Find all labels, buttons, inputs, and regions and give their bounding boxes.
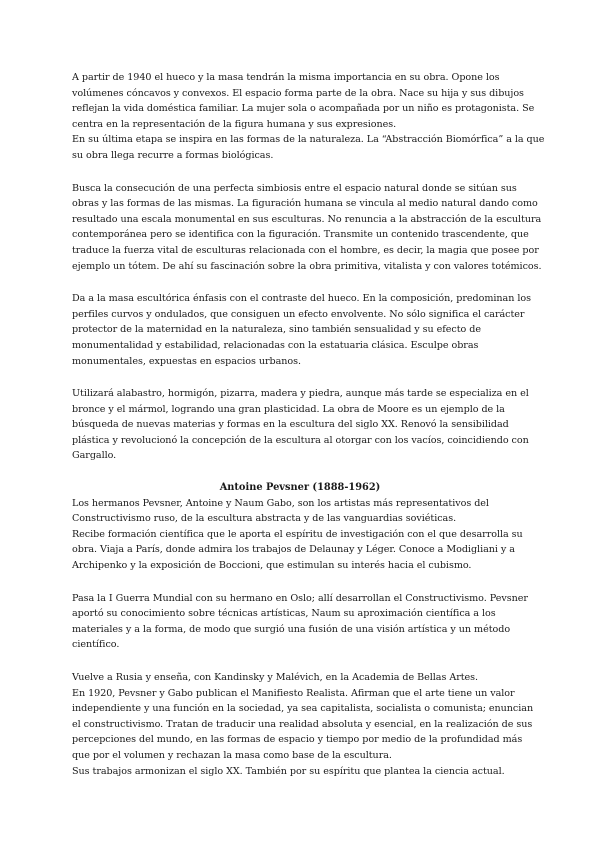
text-line: Vuelve a Rusia y enseña, con Kandinsky y Malévich, en la Academia de Bellas Artes. — [72, 672, 479, 683]
text-line: contemporánea pero se identifica con la figuración. Transmite un contenido trascendente, que — [72, 229, 529, 241]
text-line: En 1920, Pevsner y Gabo publican el Manifiesto Realista. Afirman que el arte tiene un valor — [72, 687, 515, 699]
text-line: independiente y una función en la sociedad, ya sea capitalista, socialista o comunista; enuncian — [72, 703, 534, 715]
text-line: Archipenko y la exposición de Boccioni, que estimulan su interés hacia el cubismo. — [72, 560, 472, 572]
text-line: centra en la representación de la figura humana y sus expresiones. — [72, 118, 397, 130]
paragraph-moore-masa — [72, 291, 531, 369]
text-line: obras y las formas de las mismas. La figuración humana se vincula al medio natural dando como — [72, 198, 538, 210]
text-line: bronce y el mármol, logrando una gran plasticidad. La obra de Moore es un ejemplo de la — [72, 403, 505, 415]
text-line: protector de la maternidad en la naturaleza, sino también sensualidad y su efecto de — [72, 324, 481, 336]
paragraph-moore-materiales — [72, 386, 528, 464]
text-line: el constructivismo. Tratan de traducir una realidad absoluta y esencial, en la realización de sus — [72, 718, 533, 730]
paragraph-moore-simbiosis — [72, 181, 542, 275]
text-line: percepciones del mundo, en las formas de espacio y tiempo por medio de la profundidad más — [72, 734, 523, 746]
text-line: monumentalidad y estabilidad, relacionadas con la estatuaria clásica. Esculpe obras — [72, 339, 479, 351]
text-line: perfiles curvos y ondulados, que consiguen un efecto envolvente. No sólo significa el carácter — [72, 308, 525, 320]
text-line: su obra llega recurre a formas biológicas. — [72, 149, 274, 161]
text-line: Pasa la I Guerra Mundial con su hermano en Oslo; allí desarrollan el Constructivismo. Pevsner — [72, 592, 528, 604]
text-line: monumentales, expuestas en espacios urbanos. — [72, 355, 301, 367]
text-line: traduce la fuerza vital de esculturas relacionada con el hombre, es decir, la magia que posee por — [72, 244, 539, 256]
text-line: búsqueda de nuevas materias y formas en la escultura del siglo XX. Renovó la sensibilidad — [72, 419, 509, 431]
text-line: científico. — [72, 639, 120, 651]
section-heading-pevsner: Antoine Pevsner (1888-1962) — [219, 482, 381, 494]
paragraph-pevsner-intro — [72, 496, 528, 574]
text-line: En su última etapa se inspira en las formas de la naturaleza. La “Abstracción Biomórfica” a la que — [72, 134, 545, 146]
text-line: plástica y revolucionó la concepción de la escultura al otorgar con los vacíos, coincidiendo con — [72, 434, 529, 446]
text-line: Recibe formación científica que le aporta el espíritu de investigación con el que desarrolla su — [72, 528, 523, 540]
text-line: resultado una escala monumental en sus esculturas. No renuncia a la abstracción de la escultura — [72, 213, 542, 225]
text-line: Da a la masa escultórica énfasis con el contraste del hueco. En la composición, predominan los — [72, 293, 531, 305]
paragraph-moore-1940 — [72, 70, 545, 164]
text-line: materiales y a la forma, de modo que surgió una fusión de una visión artística y un método — [72, 623, 511, 635]
text-line: A partir de 1940 el hueco y la masa tendrán la misma importancia en su obra. Opone los — [72, 72, 500, 83]
text-line: que por el volumen y rechazan la masa como base de la escultura. — [72, 749, 392, 761]
paragraph-pevsner-rusia — [72, 670, 534, 779]
text-line: ejemplo un tótem. De ahí su fascinación sobre la obra primitiva, vitalista y con valores totémicos. — [72, 260, 542, 272]
text-line: reflejan la vida doméstica familiar. La mujer sola o acompañada por un niño es protagonista. Se — [72, 103, 535, 115]
paragraph-pevsner-oslo — [72, 591, 528, 653]
text-line: Los hermanos Pevsner, Antoine y Naum Gabo, son los artistas más representativos del — [72, 497, 489, 509]
text-line: volúmenes cóncavos y convexos. El espacio forma parte de la obra. Nace su hija y sus dibujos — [72, 87, 524, 99]
text-line: Utilizará alabastro, hormigón, pizarra, madera y piedra, aunque más tarde se especializa en el — [72, 388, 529, 400]
text-line: aportó su conocimiento sobre técnicas artísticas, Naum su aproximación científica a los — [72, 608, 496, 620]
text-line: Gargallo. — [72, 450, 117, 462]
text-line: obra. Viaja a París, donde admira los trabajos de Delaunay y Léger. Conoce a Modigliani y a — [72, 544, 515, 556]
text-line: Sus trabajos armonizan el siglo XX. También por su espíritu que plantea la ciencia actual. — [72, 765, 505, 777]
text-line: Busca la consecución de una perfecta simbiosis entre el espacio natural donde se sitúan sus — [72, 182, 517, 194]
text-line: Constructivismo ruso, de la escultura abstracta y de las vanguardias soviéticas. — [72, 513, 457, 525]
